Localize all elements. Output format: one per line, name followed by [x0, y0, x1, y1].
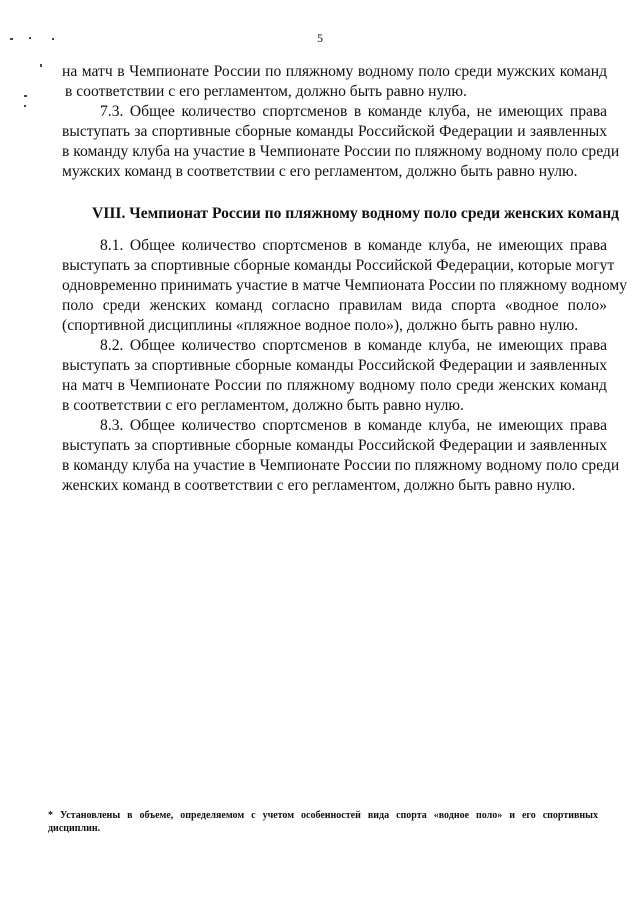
text-line: выступать за спортивные сборные команды Российской Федерации и заявленных	[62, 357, 607, 374]
text-line: 8.2. Общее количество спортсменов в команде клуба, не имеющих права	[100, 337, 607, 354]
text-line: 8.1. Общее количество спортсменов в команде клуба, не имеющих права	[100, 237, 607, 254]
section-heading: VIII. Чемпионат России по пляжному водному поло среди женских команд	[92, 205, 620, 222]
text-line: выступать за спортивные сборные команды Российской Федерации и заявленных	[62, 123, 607, 140]
text-line: в команду клуба на участие в Чемпионате России по пляжному водному поло среди	[62, 457, 620, 474]
text-line: мужских команд в соответствии с его регламентом, должно быть равно нулю.	[62, 163, 578, 180]
text-line: женских команд в соответствии с его регламентом, должно быть равно нулю.	[62, 477, 576, 494]
text-line: в команду клуба на участие в Чемпионате России по пляжному водному поло среди	[62, 143, 620, 160]
text-line: выступать за спортивные сборные команды Российской Федерации, которые могут	[62, 257, 615, 274]
text-line: 8.3. Общее количество спортсменов в команде клуба, не имеющих права	[100, 417, 607, 434]
text-line: (спортивной дисциплины «пляжное водное поло»), должно быть равно нулю.	[62, 317, 579, 334]
text-line: выступать за спортивные сборные команды Российской Федерации и заявленных	[62, 437, 607, 454]
text-line: поло среди женских команд согласно правилам вида спорта «водное поло»	[62, 297, 607, 314]
text-line: 7.3. Общее количество спортсменов в команде клуба, не имеющих права	[100, 103, 607, 120]
footnote-line: дисциплин.	[48, 823, 101, 834]
page-number: 5	[317, 31, 323, 45]
text-line: в соответствии с его регламентом, должно быть равно нулю.	[62, 397, 464, 414]
text-line: на матч в Чемпионате России по пляжному водному поло среди мужских команд	[62, 63, 607, 80]
text-line: в соответствии с его регламентом, должно быть равно нулю.	[65, 83, 467, 100]
text-line: на матч в Чемпионате России по пляжному водному поло среди женских команд	[62, 377, 607, 394]
footnote-line: * Установлены в объеме, определяемом с учетом особенностей вида спорта «водное поло» и его спортивных	[48, 810, 598, 821]
text-line: одновременно принимать участие в матче Чемпионата России по пляжному водному	[62, 277, 628, 294]
